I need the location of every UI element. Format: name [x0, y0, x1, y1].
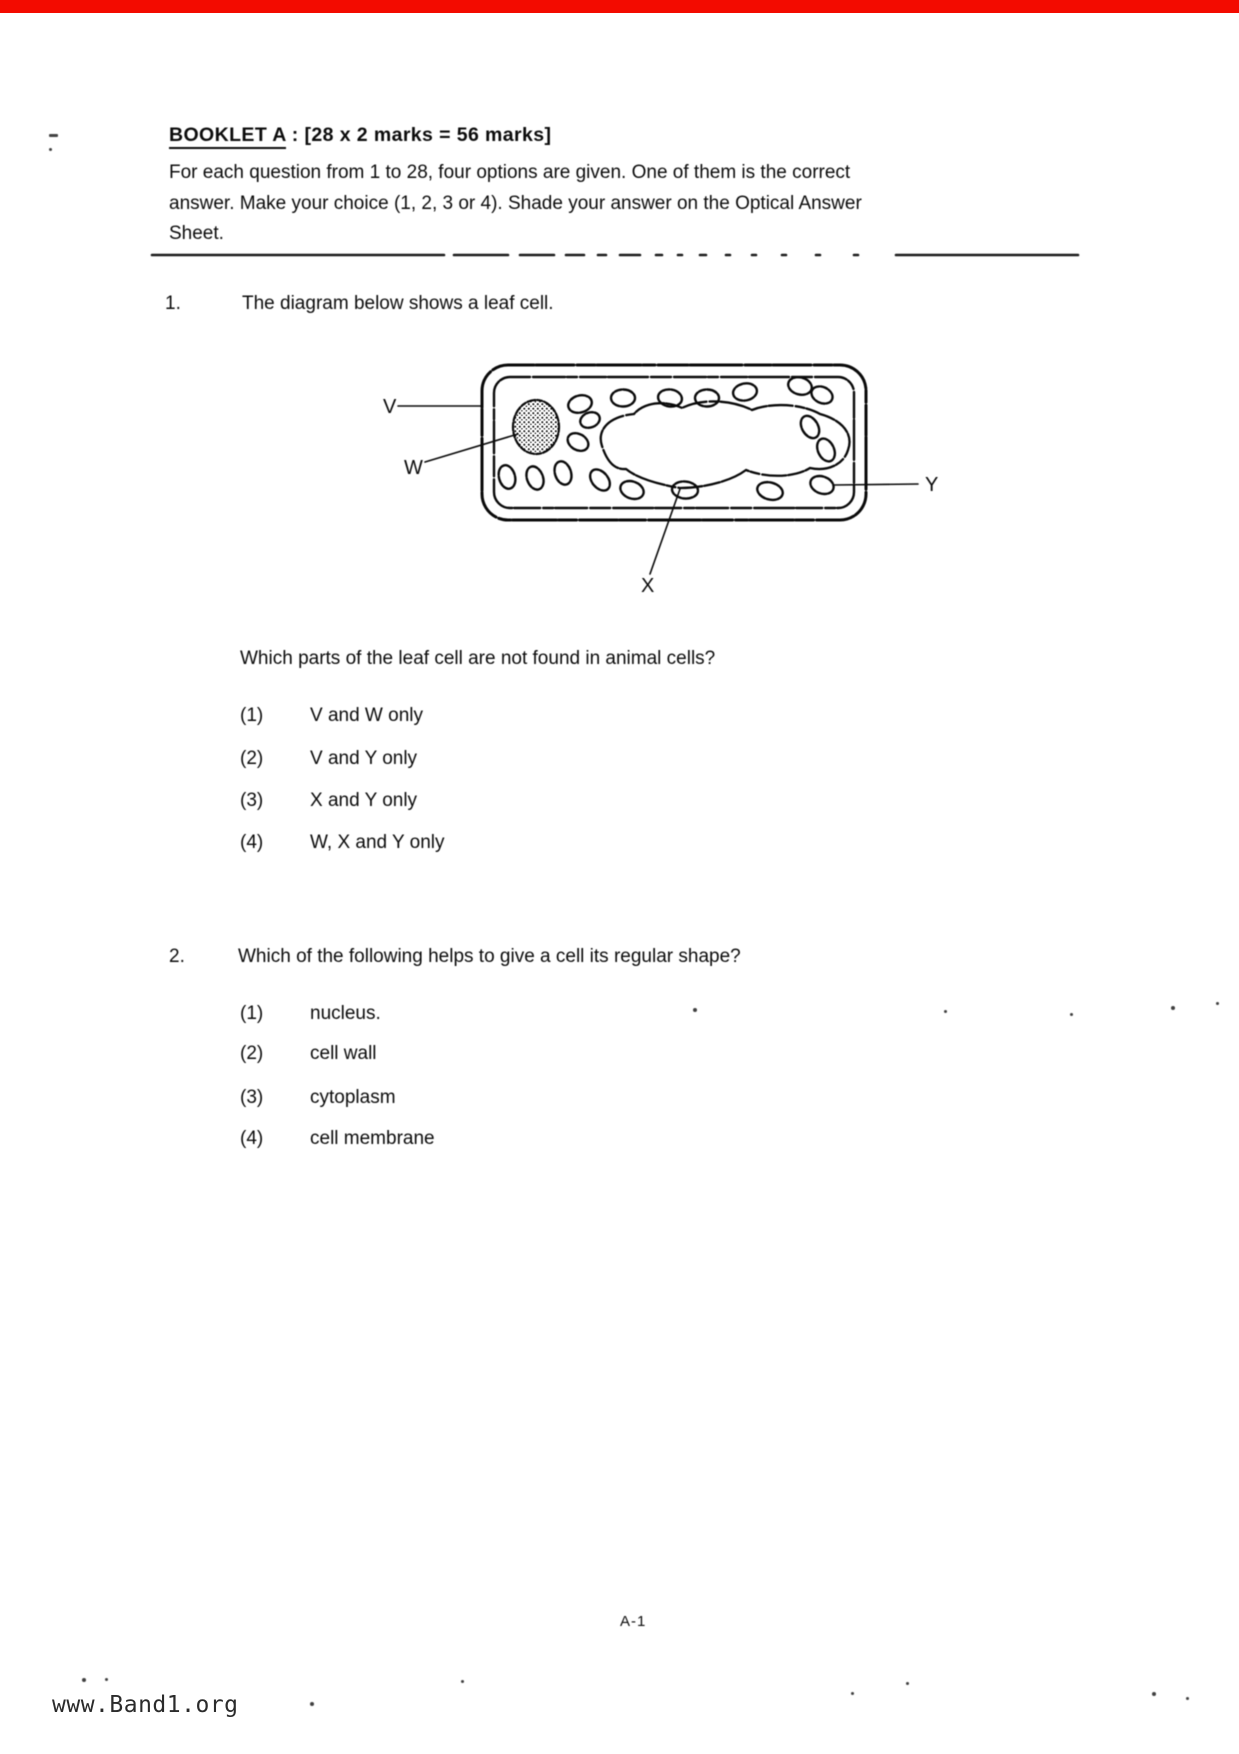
nucleus: [513, 400, 559, 454]
option-text: cytoplasm: [310, 1087, 396, 1108]
scan-noise-dot: [693, 1008, 697, 1012]
scan-noise-dot: [461, 1680, 464, 1683]
scan-noise-dot: [1216, 1002, 1219, 1005]
scan-noise-dot: [851, 1692, 854, 1695]
option-number: (4): [240, 1128, 264, 1149]
scan-noise-dot: [49, 148, 52, 151]
q2-option-4: [240, 1128, 435, 1150]
option-text: X and Y only: [310, 790, 418, 811]
scan-noise-dot: [1171, 1006, 1175, 1010]
question-1-number: 1.: [165, 293, 181, 314]
question-2: [169, 946, 741, 968]
option-number: (4): [240, 832, 264, 853]
scan-noise-dot: [1152, 1692, 1156, 1696]
q1-option-4: [240, 832, 445, 854]
option-text: cell wall: [310, 1043, 377, 1064]
instructions-line-2: answer. Make your choice (1, 2, 3 or 4). Shade your answer on the Optical Answer: [169, 192, 862, 214]
label-y: Y: [925, 474, 939, 496]
scan-noise-dash: [49, 134, 58, 137]
scan-noise-dot: [1070, 1013, 1073, 1016]
scan-noise-dot: [906, 1682, 909, 1685]
q1-option-3: [240, 790, 417, 812]
option-number: (3): [240, 1087, 264, 1108]
q1-option-1: [240, 705, 423, 727]
scan-noise-dot: [82, 1678, 86, 1682]
vacuole-outline: [601, 401, 850, 488]
question-2-number: 2.: [169, 946, 185, 967]
option-text: nucleus.: [310, 1003, 381, 1024]
instructions-line-3: Sheet.: [169, 223, 224, 244]
q2-option-3: [240, 1087, 396, 1109]
section-divider: [148, 251, 1083, 259]
question-2-text: Which of the following helps to give a cell its regular shape?: [238, 946, 741, 967]
q1-option-2: [240, 748, 417, 770]
option-text: cell membrane: [310, 1128, 435, 1149]
scan-noise-dot: [1186, 1697, 1189, 1700]
option-number: (2): [240, 748, 264, 769]
booklet-marks: : [28 x 2 marks = 56 marks]: [285, 124, 552, 146]
question-1: [165, 293, 554, 315]
option-text: W, X and Y only: [310, 832, 445, 853]
option-text: V and W only: [310, 705, 423, 726]
label-v: V: [383, 396, 397, 418]
q2-option-1: [240, 1003, 381, 1025]
label-lines: [398, 406, 918, 574]
question-1-subquestion: Which parts of the leaf cell are not found in animal cells?: [240, 648, 716, 669]
scan-noise-dot: [944, 1010, 947, 1013]
instructions-line-1: For each question from 1 to 28, four options are given. One of them is the correct: [169, 162, 851, 183]
page-number: A-1: [620, 1613, 647, 1630]
leaf-cell-diagram: [370, 358, 950, 598]
booklet-heading: [169, 124, 551, 147]
option-number: (2): [240, 1043, 264, 1064]
option-number: (1): [240, 705, 264, 726]
option-number: (3): [240, 790, 264, 811]
question-1-text: The diagram below shows a leaf cell.: [242, 293, 554, 314]
scan-noise-dot: [105, 1678, 108, 1681]
option-number: (1): [240, 1003, 264, 1024]
label-w: W: [404, 457, 423, 479]
footer-site-url: www.Band1.org: [52, 1692, 239, 1718]
booklet-title: BOOKLET A: [169, 124, 286, 149]
q2-option-2: [240, 1043, 377, 1065]
label-x: X: [641, 575, 655, 597]
scan-noise-dot: [310, 1702, 314, 1706]
option-text: V and Y only: [310, 748, 418, 769]
instructions-paragraph: [169, 158, 862, 250]
